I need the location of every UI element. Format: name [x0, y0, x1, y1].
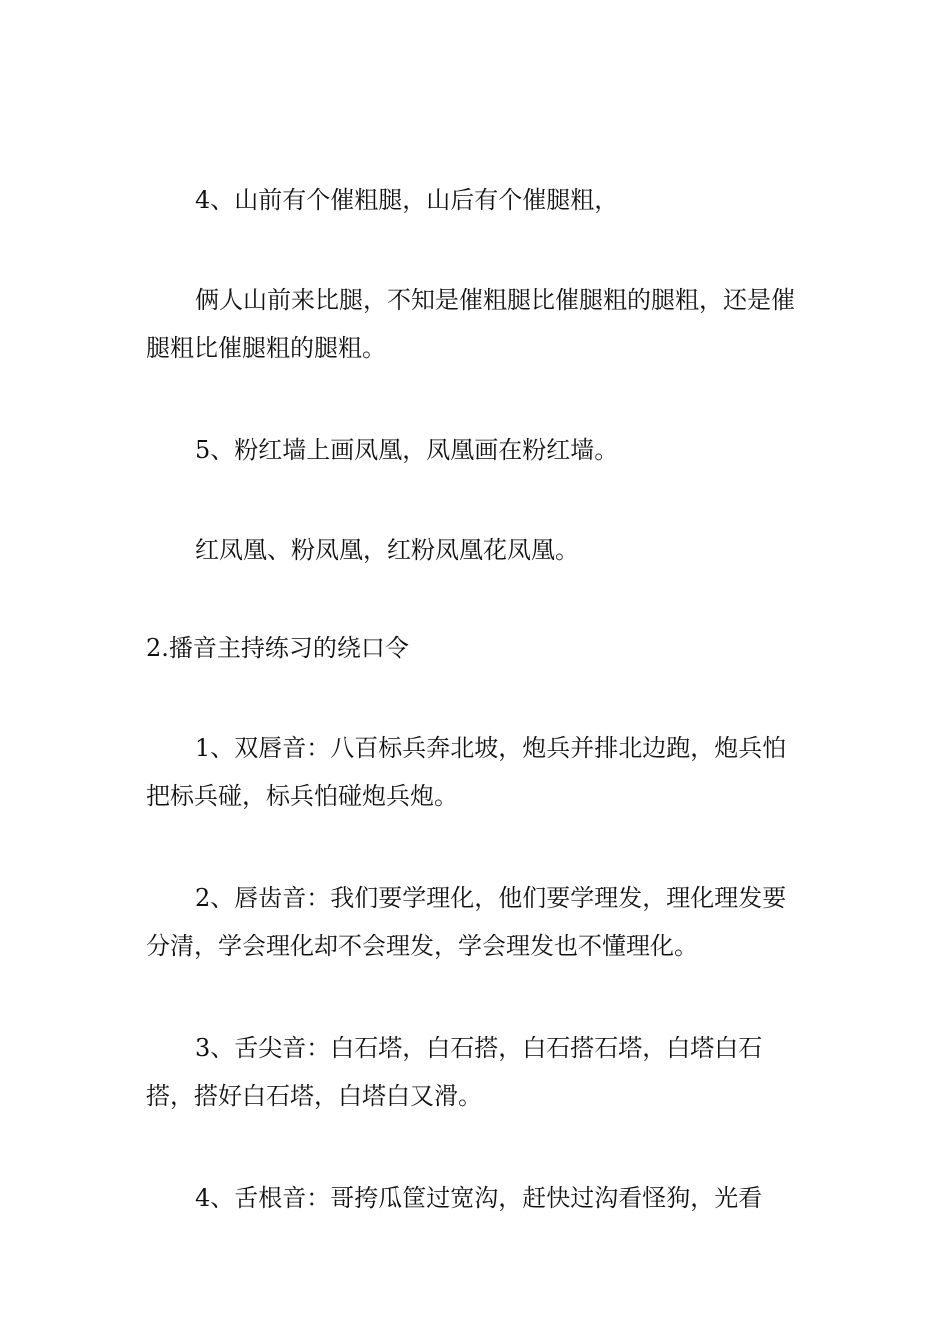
paragraph-labiodental: 2、唇齿音：我们要学理化，他们要学理发，理化理发要分清，学会理化却不会理发，学会理发也不懂理化。 [146, 884, 787, 960]
paragraph-tongue-twister-5-cont: 红凤凰、粉凤凰，红粉凤凰花凤凰。 [195, 536, 579, 564]
paragraph-tongue-twister-5: 5、粉红墙上画凤凰，凤凰画在粉红墙。 [195, 436, 619, 464]
paragraph-velar: 4、舌根音：哥挎瓜筐过宽沟，赶快过沟看怪狗，光看 [195, 1184, 763, 1212]
paragraph-bilabial: 1、双唇音：八百标兵奔北坡，炮兵并排北边跑，炮兵怕把标兵碰，标兵怕碰炮兵炮。 [146, 734, 787, 810]
paragraph-tongue-twister-4-cont: 俩人山前来比腿，不知是催粗腿比催腿粗的腿粗，还是催腿粗比催腿粗的腿粗。 [146, 286, 795, 362]
paragraph-tongue-twister-4: 4、山前有个催粗腿，山后有个催腿粗， [195, 186, 619, 214]
section-heading: 2.播音主持练习的绕口令 [146, 634, 409, 662]
paragraph-apical: 3、舌尖音：白石塔，白石搭，白石搭石塔，白塔白石搭，搭好白石塔，白塔白又滑。 [146, 1034, 763, 1110]
